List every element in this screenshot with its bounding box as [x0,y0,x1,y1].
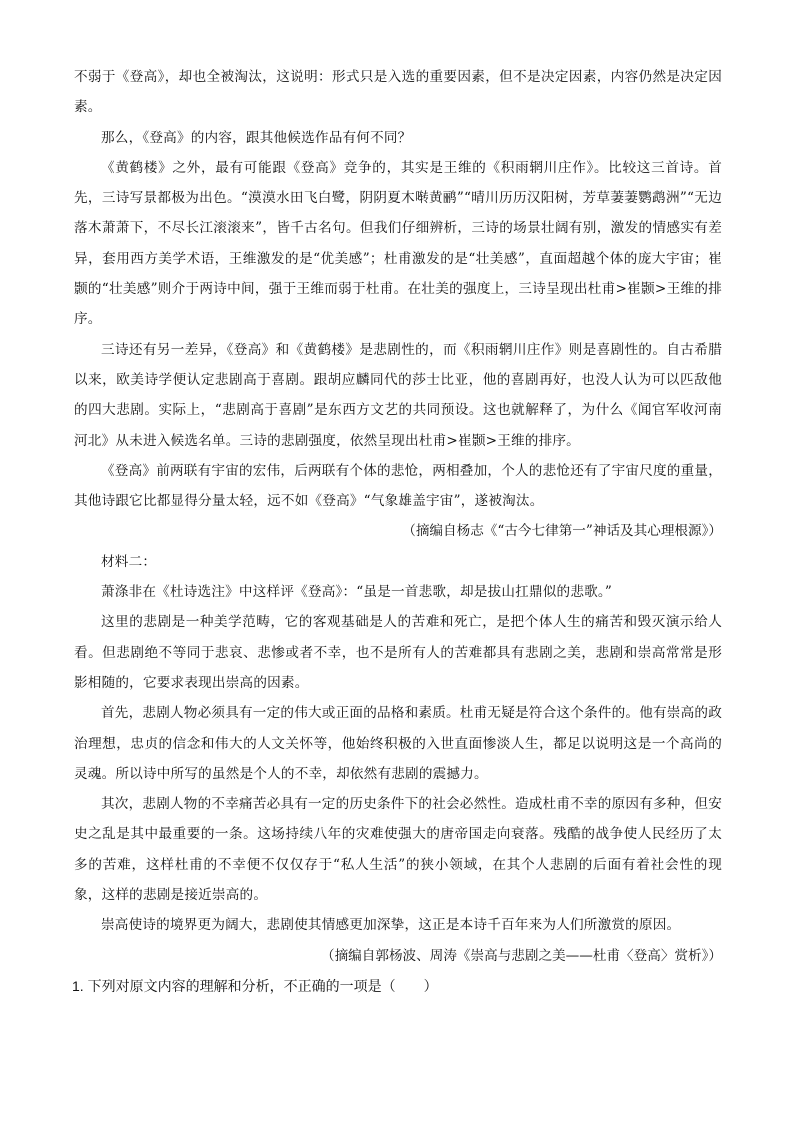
paragraph-4: 三诗还有另一差异，《登高》和《黄鹤楼》是悲剧性的，而《积雨辋川庄作》则是喜剧性的。自古希腊以来，欧美诗学便认定悲剧高于喜剧。跟胡应麟同代的莎士比亚，他的喜剧再好，也没人认为可以匹敌他的四大悲剧。实际上，“悲剧高于喜剧”是东西方文艺的共同预设。这也就解释了，为什么《闻官军收河南河北》从未进入候选名单。三诗的悲剧强度，依然呈现出杜甫>崔颢>王维的排序。 [74,341,722,449]
paragraph-2: 那么，《登高》的内容，跟其他候选作品有何不同？ [101,129,412,146]
paragraph-5: 《登高》前两联有宇宙的宏伟，后两联有个体的悲怆，两相叠加，个人的悲怆还有了宇宙尺度的重量，其他诗跟它比都显得分量太轻，远不如《登高》“气象雄盖宇宙”，遂被淘汰。 [74,462,722,510]
paragraph-1: 不弱于《登高》，却也全被淘汰，这说明：形式只是入选的重要因素，但不是决定因素，内容仍然是决定因素。 [74,69,722,116]
paragraph-10: 崇高使诗的境界更为阔大，悲剧使其情感更加深挚，这正是本诗千百年来为人们所激赏的原因。 [101,917,681,934]
paragraph-6: 萧涤非在《杜诗选注》中这样评《登高》：“虽是一首悲歌，却是拔山扛鼎似的悲歌。” [101,584,613,601]
paragraph-7: 这里的悲剧是一种美学范畴，它的客观基础是人的苦难和死亡，是把个体人生的痛苦和毁灭演示给人看。但悲剧绝不等同于悲哀、悲惨或者不幸，也不是所有人的苦难都具有悲剧之美，悲剧和崇高常常是形影相随的，它要求表现出崇高的因素。 [74,614,722,691]
document-page [74,62,722,1001]
source-citation-2: （摘编自郭杨波、周涛《崇高与悲剧之美——杜甫〈登高〉赏析》） [320,947,722,964]
paragraph-8: 首先，悲剧人物必须具有一定的伟大或正面的品格和素质。杜甫无疑是符合这个条件的。他有崇高的政治理想，忠贞的信念和伟大的人文关怀等，他始终积极的入世直面惨淡人生，都足以说明这是一个高尚的灵魂。所以诗中所写的虽然是个人的不幸，却依然有悲剧的震撼力。 [74,705,722,782]
paragraph-9: 其次，悲剧人物的不幸痛苦必具有一定的历史条件下的社会必然性。造成杜甫不幸的原因有多种，但安史之乱是其中最重要的一条。这场持续八年的灾难使强大的唐帝国走向衰落。残酷的战争使人民经历了太多的苦难，这样杜甫的不幸便不仅仅存于“私人生活”的狭小领域，在其个人悲剧的后面有着社会性的现象，这样的悲剧是接近崇高的。 [74,796,722,904]
question-1: 1. 下列对原文内容的理解和分析，不正确的一项是（ ） [72,977,438,994]
source-citation-1: （摘编自杨志《“古今七律第一”神话及其心理根源》） [402,523,722,540]
paragraph-3: 《黄鹤楼》之外，最有可能跟《登高》竞争的，其实是王维的《积雨辋川庄作》。比较这三首诗。首先，三诗写景都极为出色。“漠漠水田飞白鹭，阴阴夏木啭黄鹂”“晴川历历汉阳树，芳草萋萋鹦鹉洲”“无边落木萧萧下，不尽长江滚滚来”，皆千古名句。但我们仔细辨析，三诗的场景壮阔有别，激发的情感实有差异，套用西方美学术语，王维激发的是“优美感”；杜甫激发的是“壮美感”，直面超越个体的庞大宇宙；崔颢的“壮美感”则介于两诗中间，强于王维而弱于杜甫。在壮美的强度上，三诗呈现出杜甫>崔颢>王维的排序。 [74,159,722,328]
material-label: 材料二： [101,553,157,570]
